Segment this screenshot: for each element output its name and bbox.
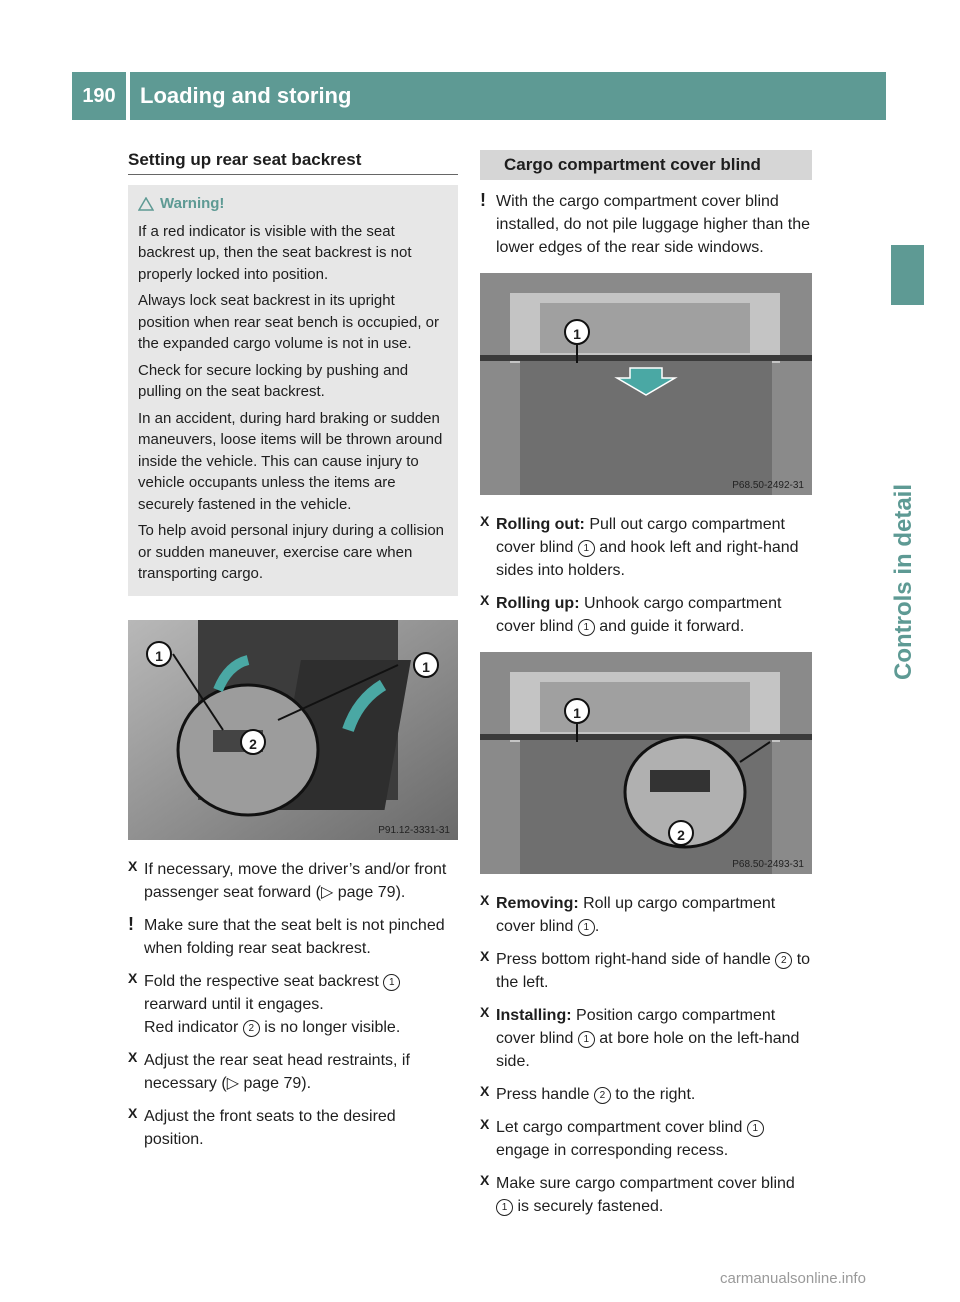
step-marker: X	[128, 969, 138, 986]
instruction-step	[480, 892, 812, 938]
cargo-handle-illustration	[480, 652, 812, 874]
instruction-step	[128, 970, 458, 1039]
callout-1: 1	[564, 319, 590, 345]
step-text: If necessary, move the driver’s and/or front passenger seat forward (▷ page 79).	[144, 860, 447, 901]
step-text: Rolling out: Pull out cargo compartment cover blind 1 and hook left and right-hand sides into holders.	[496, 516, 799, 579]
callout-2: 2	[668, 820, 694, 846]
note	[128, 914, 458, 960]
step-text: Removing: Roll up cargo compartment cover blind 1 .	[496, 895, 776, 935]
step-marker: X	[480, 1004, 490, 1020]
callout-1: 1	[413, 652, 439, 678]
instruction-step	[480, 592, 812, 638]
warning-paragraph: To help avoid personal injury during a collision or sudden maneuver, exercise care when transporting cargo.	[138, 522, 445, 582]
note-text: With the cargo compartment cover blind installed, do not pile luggage higher than the lower edges of the rear side windows.	[496, 193, 811, 256]
instruction-step	[480, 1004, 812, 1073]
step-text: Make sure cargo compartment cover blind 1 is securely fastened.	[496, 1175, 795, 1215]
note-text: Make sure that the seat belt is not pinched when folding rear seat backrest.	[144, 916, 445, 957]
step-marker: X	[480, 592, 490, 608]
warning-title: Warning!	[160, 195, 225, 212]
side-tab-marker	[891, 245, 924, 305]
step-marker: X	[128, 1104, 138, 1121]
step-text: Adjust the rear seat head restraints, if necessary (▷ page 79).	[144, 1051, 410, 1092]
section-title-cover-blind: Cargo compartment cover blind	[480, 150, 812, 180]
left-column	[128, 150, 458, 1161]
seat-backrest-illustration	[128, 620, 458, 840]
step-text: Installing: Position cargo compartment cover blind 1 at bore hole on the left-hand side.	[496, 1007, 800, 1070]
step-marker: X	[480, 948, 490, 964]
step-text: Let cargo compartment cover blind 1 engage in corresponding recess.	[496, 1116, 812, 1162]
side-tab-label: Controls in detail	[890, 483, 917, 680]
section-title-seat-backrest: Setting up rear seat backrest	[128, 150, 458, 175]
instruction-step	[128, 1049, 458, 1095]
step-text: Press handle 2 to the right.	[496, 1086, 696, 1103]
callout-2: 2	[240, 729, 266, 755]
note	[480, 190, 812, 259]
page-title: Loading and storing	[130, 72, 886, 120]
step-marker: X	[480, 513, 490, 529]
step-marker: X	[128, 857, 138, 874]
instruction-step	[480, 1083, 812, 1106]
note-marker: !	[480, 190, 486, 210]
step-marker: X	[480, 892, 490, 908]
callout-1: 1	[564, 698, 590, 724]
step-marker: X	[480, 1172, 490, 1188]
warning-paragraph: Always lock seat backrest in its upright position when rear seat bench is occupied, or the expanded cargo volume is not in use.	[138, 292, 440, 352]
warning-paragraph: In an accident, during hard braking or sudden maneuvers, loose items will be thrown around inside the vehicle. This can cause injury to vehicle occupants unless the items are securely fastened in the vehicle.	[138, 409, 443, 513]
right-column	[480, 150, 812, 1228]
instruction-step	[480, 948, 812, 994]
cover-blind-figure-1	[480, 273, 812, 495]
instruction-step	[480, 1116, 812, 1162]
cargo-compartment-illustration	[480, 273, 812, 495]
footer-watermark[interactable]: carmanualsonline.info	[720, 1270, 866, 1287]
step-text: Press bottom right-hand side of handle 2 to the left.	[496, 951, 811, 991]
callout-1: 1	[146, 641, 172, 667]
instruction-step	[480, 1172, 812, 1218]
figure-reference: P68.50-2492-31	[732, 480, 804, 491]
seat-backrest-figure	[128, 620, 458, 840]
instruction-step	[128, 858, 458, 904]
cover-blind-figure-2	[480, 652, 812, 874]
note-marker: !	[128, 913, 134, 934]
instruction-step	[480, 513, 812, 582]
step-text: Fold the respective seat backrest 1 rearward until it engages. Red indicator 2 is no longer visible.	[144, 972, 401, 1036]
warning-paragraph: If a red indicator is visible with the seat backrest up, then the seat backrest is not properly locked into position.	[138, 222, 412, 283]
step-marker: X	[480, 1083, 490, 1099]
instruction-step	[128, 1105, 458, 1151]
side-tab	[880, 320, 930, 680]
warning-box	[128, 185, 458, 596]
figure-reference: P68.50-2493-31	[732, 859, 804, 870]
warning-icon	[138, 197, 154, 211]
page-number: 190	[72, 72, 126, 120]
step-marker: X	[480, 1116, 490, 1132]
figure-reference: P91.12-3331-31	[378, 824, 450, 836]
step-text: Adjust the front seats to the desired position.	[144, 1107, 396, 1148]
step-text: Rolling up: Unhook cargo compartment cover blind 1 and guide it forward.	[496, 595, 782, 635]
step-marker: X	[128, 1048, 138, 1065]
warning-paragraph: Check for secure locking by pushing and pulling on the seat backrest.	[138, 361, 409, 400]
